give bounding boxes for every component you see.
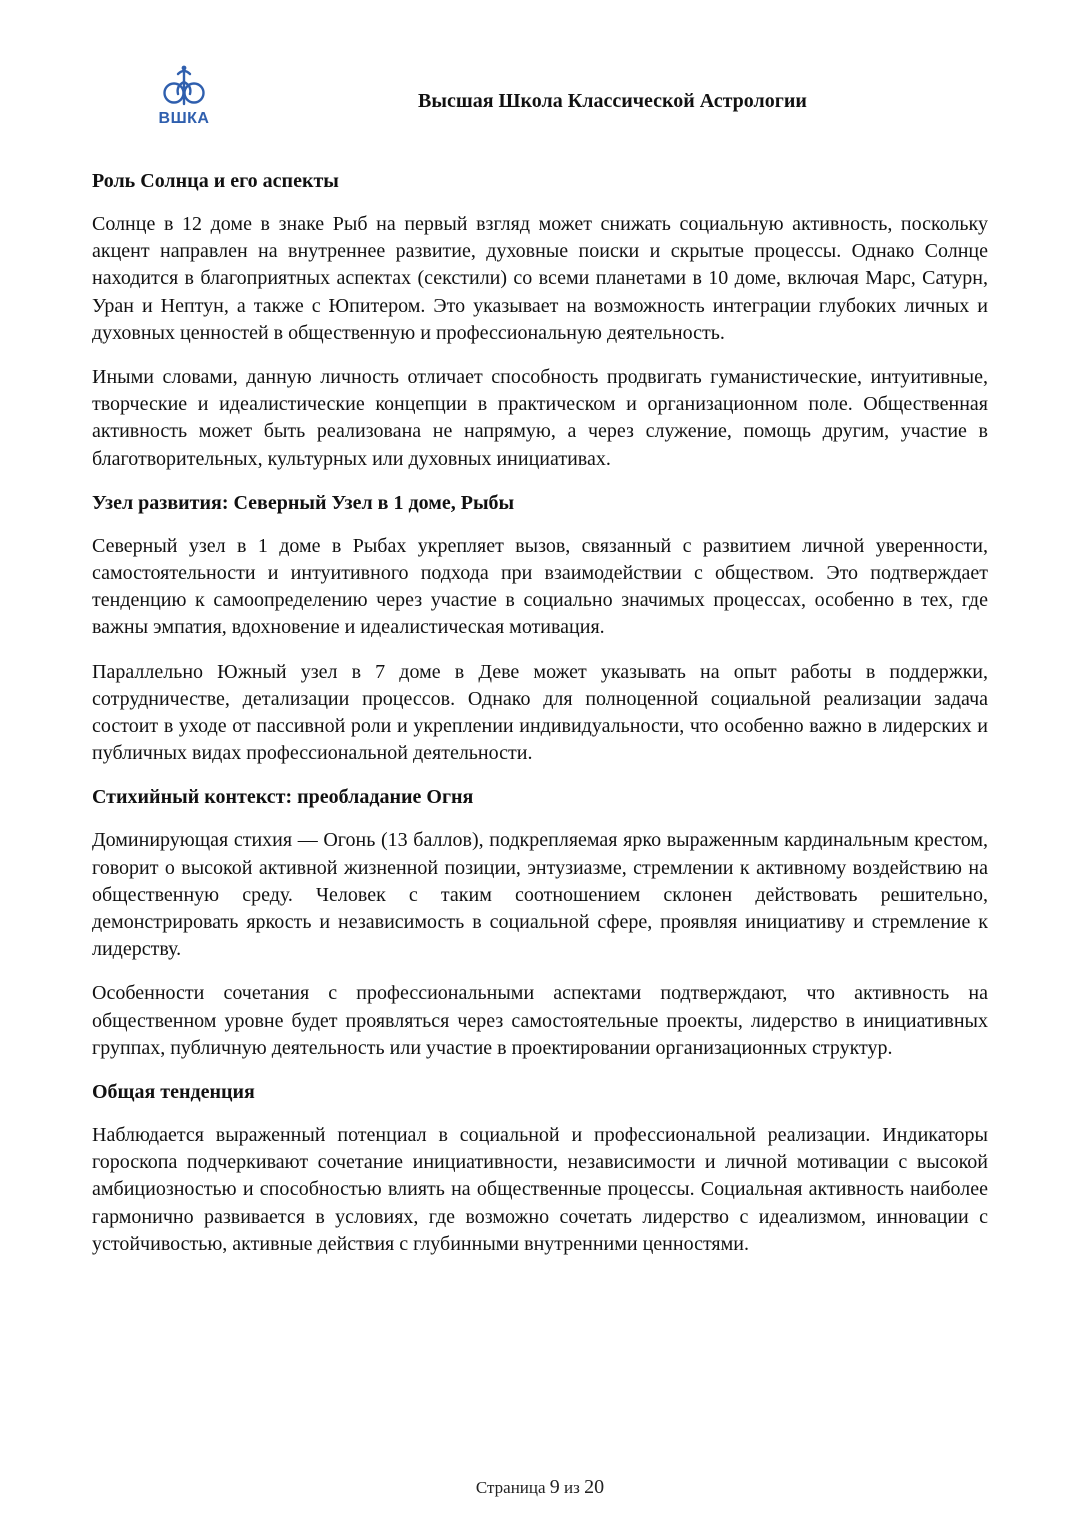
logo-text: ВШКА [158,110,210,127]
paragraph: Солнце в 12 доме в знаке Рыб на первый взгляд может снижать социальную активность, поскольку акцент направлен на внутреннее развитие, духовные поиски и скрытые процессы. Однако Солнце находится в благоприятных аспектах (секстили) со всеми планетами в 10 доме, включая Марс, Сатурн, Уран и Нептун, а также с Юпитером. Это указывает на возможность интеграции глубоких личных и духовных ценностей в общественную и профессиональную деятельность. [92,213,988,344]
paragraph: Северный узел в 1 доме в Рыбах укрепляет вызов, связанный с развитием личной уверенности, самостоятельности и интуитивного подхода при взаимодействии с обществом. Это подтверждает тенденцию к самоопределению через участие в социально значимых процессах, особенно в тех, где важны эмпатия, вдохновение и идеалистическая мотивация. [92,534,988,639]
astrology-emblem-icon [154,64,214,110]
total-pages: 20 [584,1476,605,1498]
paragraph: Иными словами, данную личность отличает способность продвигать гуманистические, интуитивные, творческие и идеалистические концепции в практическом и организационном поле. Общественная активность может быть реализована не напрямую, а через служение, помощь другим, участие в благотворительных, культурных или духовных инициативах. [92,366,988,470]
paragraph: Наблюдается выраженный потенциал в социальной и профессиональной реализации. Индикаторы гороскопа подчеркивают сочетание инициативности, независимости и личной мотивации с высокой амбициозностью и способностью влиять на общественные процессы. Социальная активность наиболее гармонично развивается в условиях, где возможно сочетать лидерство с идеализмом, инновации с устойчивостью, активные действия с глубинными внутренними ценностями. [92,1124,988,1255]
paragraph: Особенности сочетания с профессиональными аспектами подтверждают, что активность на общественном уровне будет проявляться через самостоятельные проекты, лидерство в инициативных группах, публичную деятельность или участие в проектировании организационных структур. [92,982,988,1059]
section-heading: Роль Солнца и его аспекты [92,170,339,192]
section-heading: Узел развития: Северный Узел в 1 доме, Рыбы [92,491,515,514]
school-logo [154,64,214,130]
page-footer [0,1476,1080,1499]
page-word: Страница [475,1478,546,1497]
document-body [92,168,988,1275]
of-word: из [564,1478,580,1497]
paragraph: Параллельно Южный узел в 7 доме в Деве может указывать на опыт работы в поддержки, сотрудничестве, детализации процессов. Однако для полноценной социальной реализации задача состоит в уходе от пассивной роли и укреплении индивидуальности, что особенно важно в лидерских и публичных видах профессиональной деятельности. [92,660,988,765]
page-header [92,64,988,134]
section-heading: Стихийный контекст: преобладание Огня [92,786,474,809]
paragraph: Доминирующая стихия — Огонь (13 баллов), подкрепляемая ярко выраженным кардинальным крестом, говорит о высокой активной жизненной позиции, энтузиазме, стремлении к активному воздействию на общественную среду. Человек с таким соотношением склонен действовать решительно, демонстрировать яркость и независимость в социальной сфере, проявляя инициативу и стремление к лидерству. [92,829,988,961]
page-number: 9 [549,1476,560,1498]
section-heading: Общая тенденция [92,1081,255,1104]
school-name: Высшая Школа Классической Астрологии [418,90,807,112]
